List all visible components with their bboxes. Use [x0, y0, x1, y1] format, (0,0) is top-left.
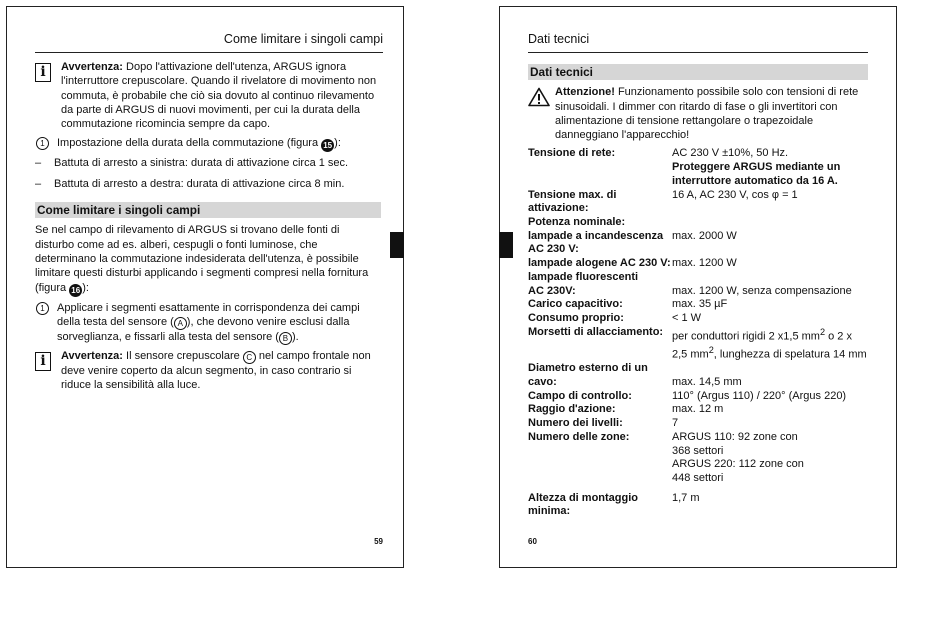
- spec-label: [528, 362, 672, 389]
- paragraph-text: ):: [82, 281, 89, 294]
- spec-row: [528, 271, 868, 298]
- page-body: [528, 64, 868, 519]
- note-label: Avvertenza:: [61, 349, 123, 362]
- spec-label: Morsetti di allacciamento:: [528, 325, 664, 338]
- spec-value: [672, 326, 868, 363]
- dash-bullet: –: [35, 177, 42, 190]
- section-heading: Dati tecnici: [528, 64, 868, 80]
- spec-row: [528, 147, 868, 188]
- page-header: Dati tecnici: [528, 32, 590, 46]
- spec-value-text: ARGUS 110: 92 zone con 368 settori: [672, 430, 798, 457]
- step-text: [57, 301, 381, 345]
- note-body: Dopo l'attivazione dell'utenza, ARGUS ignora l'interruttore crepuscolare. Quando il rivelatore di movimento non commuta, è probabile che ciò sia dovuto al continuo rilevamento da parte di ARGUS di nuovi movimenti, per cui la durata della commutazione ricomincia sempre da capo.: [61, 61, 377, 131]
- spec-label: Raggio d'azione:: [528, 403, 616, 416]
- figure-reference-icon: 15: [321, 139, 334, 152]
- spec-value: 7: [672, 417, 679, 430]
- spec-label: lampade a incandescenza AC 230 V:: [528, 229, 664, 256]
- spec-value-text: max. 1200 W, senza compensazione: [672, 284, 852, 297]
- note-body: Il sensore crepuscolare: [122, 349, 243, 362]
- spec-label-line: cavo:: [528, 376, 557, 389]
- left-page: [6, 6, 404, 568]
- spec-row: [528, 216, 868, 230]
- spec-label-line: Diametro esterno di un: [528, 362, 648, 375]
- note-text: [61, 60, 381, 131]
- spec-row: [528, 390, 868, 404]
- dash-item-text: Battuta di arresto a destra: durata di attivazione circa 8 min.: [54, 177, 345, 190]
- step-text-part: ):: [334, 137, 341, 150]
- dash-item-text: Battuta di arresto a sinistra: durata di attivazione circa 1 sec.: [54, 157, 349, 170]
- dash-list-item: [35, 177, 381, 191]
- spec-value: [672, 216, 868, 230]
- spec-value-text: ARGUS 220: 112 zone con 448 settori: [672, 458, 804, 484]
- spec-label: lampade alogene AC 230 V:: [528, 257, 671, 270]
- page-number: 59: [374, 537, 383, 546]
- spec-value: max. 2000 W: [672, 229, 737, 242]
- note-block: [35, 60, 381, 131]
- figure-reference-icon: 16: [69, 284, 82, 297]
- spec-label: [528, 271, 672, 298]
- spec-value-emphasis: Proteggere ARGUS mediante un interruttore automatico da 16 A.: [672, 161, 841, 187]
- spec-row: [528, 431, 868, 486]
- spec-label-line: lampade fluorescenti: [528, 270, 639, 283]
- warning-label: Attenzione!: [555, 86, 615, 99]
- note-label: Avvertenza:: [61, 61, 123, 73]
- step-text-part: ).: [291, 330, 299, 343]
- spec-row: [528, 257, 868, 271]
- spec-label: Campo di controllo:: [528, 389, 632, 402]
- spec-row: [528, 189, 868, 216]
- letter-a-icon: A: [174, 317, 187, 330]
- superscript: 2: [708, 344, 714, 355]
- spec-row: [528, 417, 868, 431]
- step-number-icon: 1: [36, 302, 49, 315]
- spec-value: [672, 271, 868, 298]
- step-number-icon: 1: [36, 137, 49, 150]
- spec-value-text: , lunghezza di spelatura 14 mm: [713, 348, 867, 361]
- warning-body: Funzionamento possibile solo con tensioni di rete sinusoidali. I dimmer con ritardo di fase o gli invertitori con alimentazione di tensione rettangolare o trapezoidale danneggiano l'apparecchio!: [555, 86, 859, 142]
- spec-value: [672, 431, 868, 486]
- spec-value-text: per conduttori rigidi 2 x1,5 mm: [672, 330, 820, 343]
- spec-value: 110° (Argus 110) / 220° (Argus 220): [672, 389, 847, 402]
- spec-value-text: o 2 x 2,5 mm: [672, 330, 852, 361]
- spec-row: [528, 403, 868, 417]
- header-rule: [35, 52, 383, 53]
- spec-label: Tensione di rete:: [528, 147, 616, 160]
- warning-text: [555, 85, 868, 142]
- spec-row: [528, 312, 868, 326]
- spec-label: Consumo proprio:: [528, 311, 624, 324]
- thumb-index-tab: [390, 232, 404, 258]
- step-item: [35, 301, 381, 345]
- header-rule: [528, 52, 868, 53]
- page-header: Come limitare i singoli campi: [223, 32, 383, 46]
- spec-value-text: max. 14,5 mm: [672, 376, 742, 389]
- dash-list-item: [35, 156, 381, 170]
- thumb-index-tab: [499, 232, 513, 258]
- spec-row: [528, 230, 868, 257]
- section-heading: Come limitare i singoli campi: [35, 202, 381, 218]
- note-body: nel campo frontale non deve venire coperto da alcun segmento, in caso contrario si riduce la sensibilità alla luce.: [61, 349, 371, 392]
- info-icon: i: [35, 352, 51, 371]
- note-block: [35, 349, 381, 393]
- spec-value: [672, 147, 868, 188]
- warning-block: [528, 85, 868, 142]
- page-body: [35, 60, 381, 397]
- step-item: [35, 136, 381, 152]
- spec-value: max. 12 m: [672, 403, 724, 416]
- dash-bullet: –: [35, 157, 42, 170]
- spec-row: [528, 298, 868, 312]
- step-text: [57, 136, 341, 152]
- info-icon: i: [35, 63, 51, 82]
- superscript: 2: [819, 326, 826, 337]
- step-text-part: Impostazione della durata della commutazione (figura: [57, 137, 322, 150]
- spec-value: < 1 W: [672, 311, 702, 324]
- specs-table: [528, 147, 868, 519]
- spec-label: Numero delle zone:: [528, 430, 630, 443]
- spec-label: Carico capacitivo:: [528, 298, 623, 311]
- right-page: [499, 6, 897, 568]
- letter-b-icon: B: [279, 332, 292, 345]
- spec-label: Altezza di montaggio minima:: [528, 491, 638, 518]
- spec-value: [672, 362, 868, 389]
- spec-value-text: AC 230 V ±10%, 50 Hz.: [672, 147, 789, 160]
- page-number: 60: [528, 537, 537, 546]
- spec-row: [528, 326, 868, 363]
- letter-c-icon: C: [243, 351, 256, 364]
- paragraph-text: Se nel campo di rilevamento di ARGUS si trovano delle fonti di disturbo come ad es. alberi, cespugli o fonti luminose, che determinano la commutazione indesiderata dell'utenza, è possibile limitare questi disturbi applicando i segmenti compresi nella fornitura (figura: [35, 224, 369, 294]
- spec-row: [528, 486, 868, 519]
- spec-value: max. 1200 W: [672, 257, 737, 270]
- spec-value: max. 35 µF: [672, 298, 728, 311]
- step-text-part: Applicare i segmenti esattamente in corrispondenza dei campi della testa del sensore (: [57, 301, 360, 328]
- spec-label-line: AC 230V:: [528, 284, 576, 297]
- spec-value: 16 A, AC 230 V, cos φ = 1: [672, 188, 798, 201]
- note-text: [61, 349, 381, 393]
- spec-value: 1,7 m: [672, 491, 700, 504]
- step-text-part: ), che devono venire esclusi dalla sorveglianza, e fissarli alla testa del sensore (: [57, 315, 350, 343]
- spec-row: [528, 362, 868, 389]
- spec-label: Numero dei livelli:: [528, 417, 623, 430]
- warning-icon: [528, 87, 550, 107]
- spec-label: Potenza nominale:: [528, 216, 626, 228]
- section-paragraph: [35, 223, 381, 296]
- spec-label: Tensione max. di attivazione:: [528, 188, 617, 215]
